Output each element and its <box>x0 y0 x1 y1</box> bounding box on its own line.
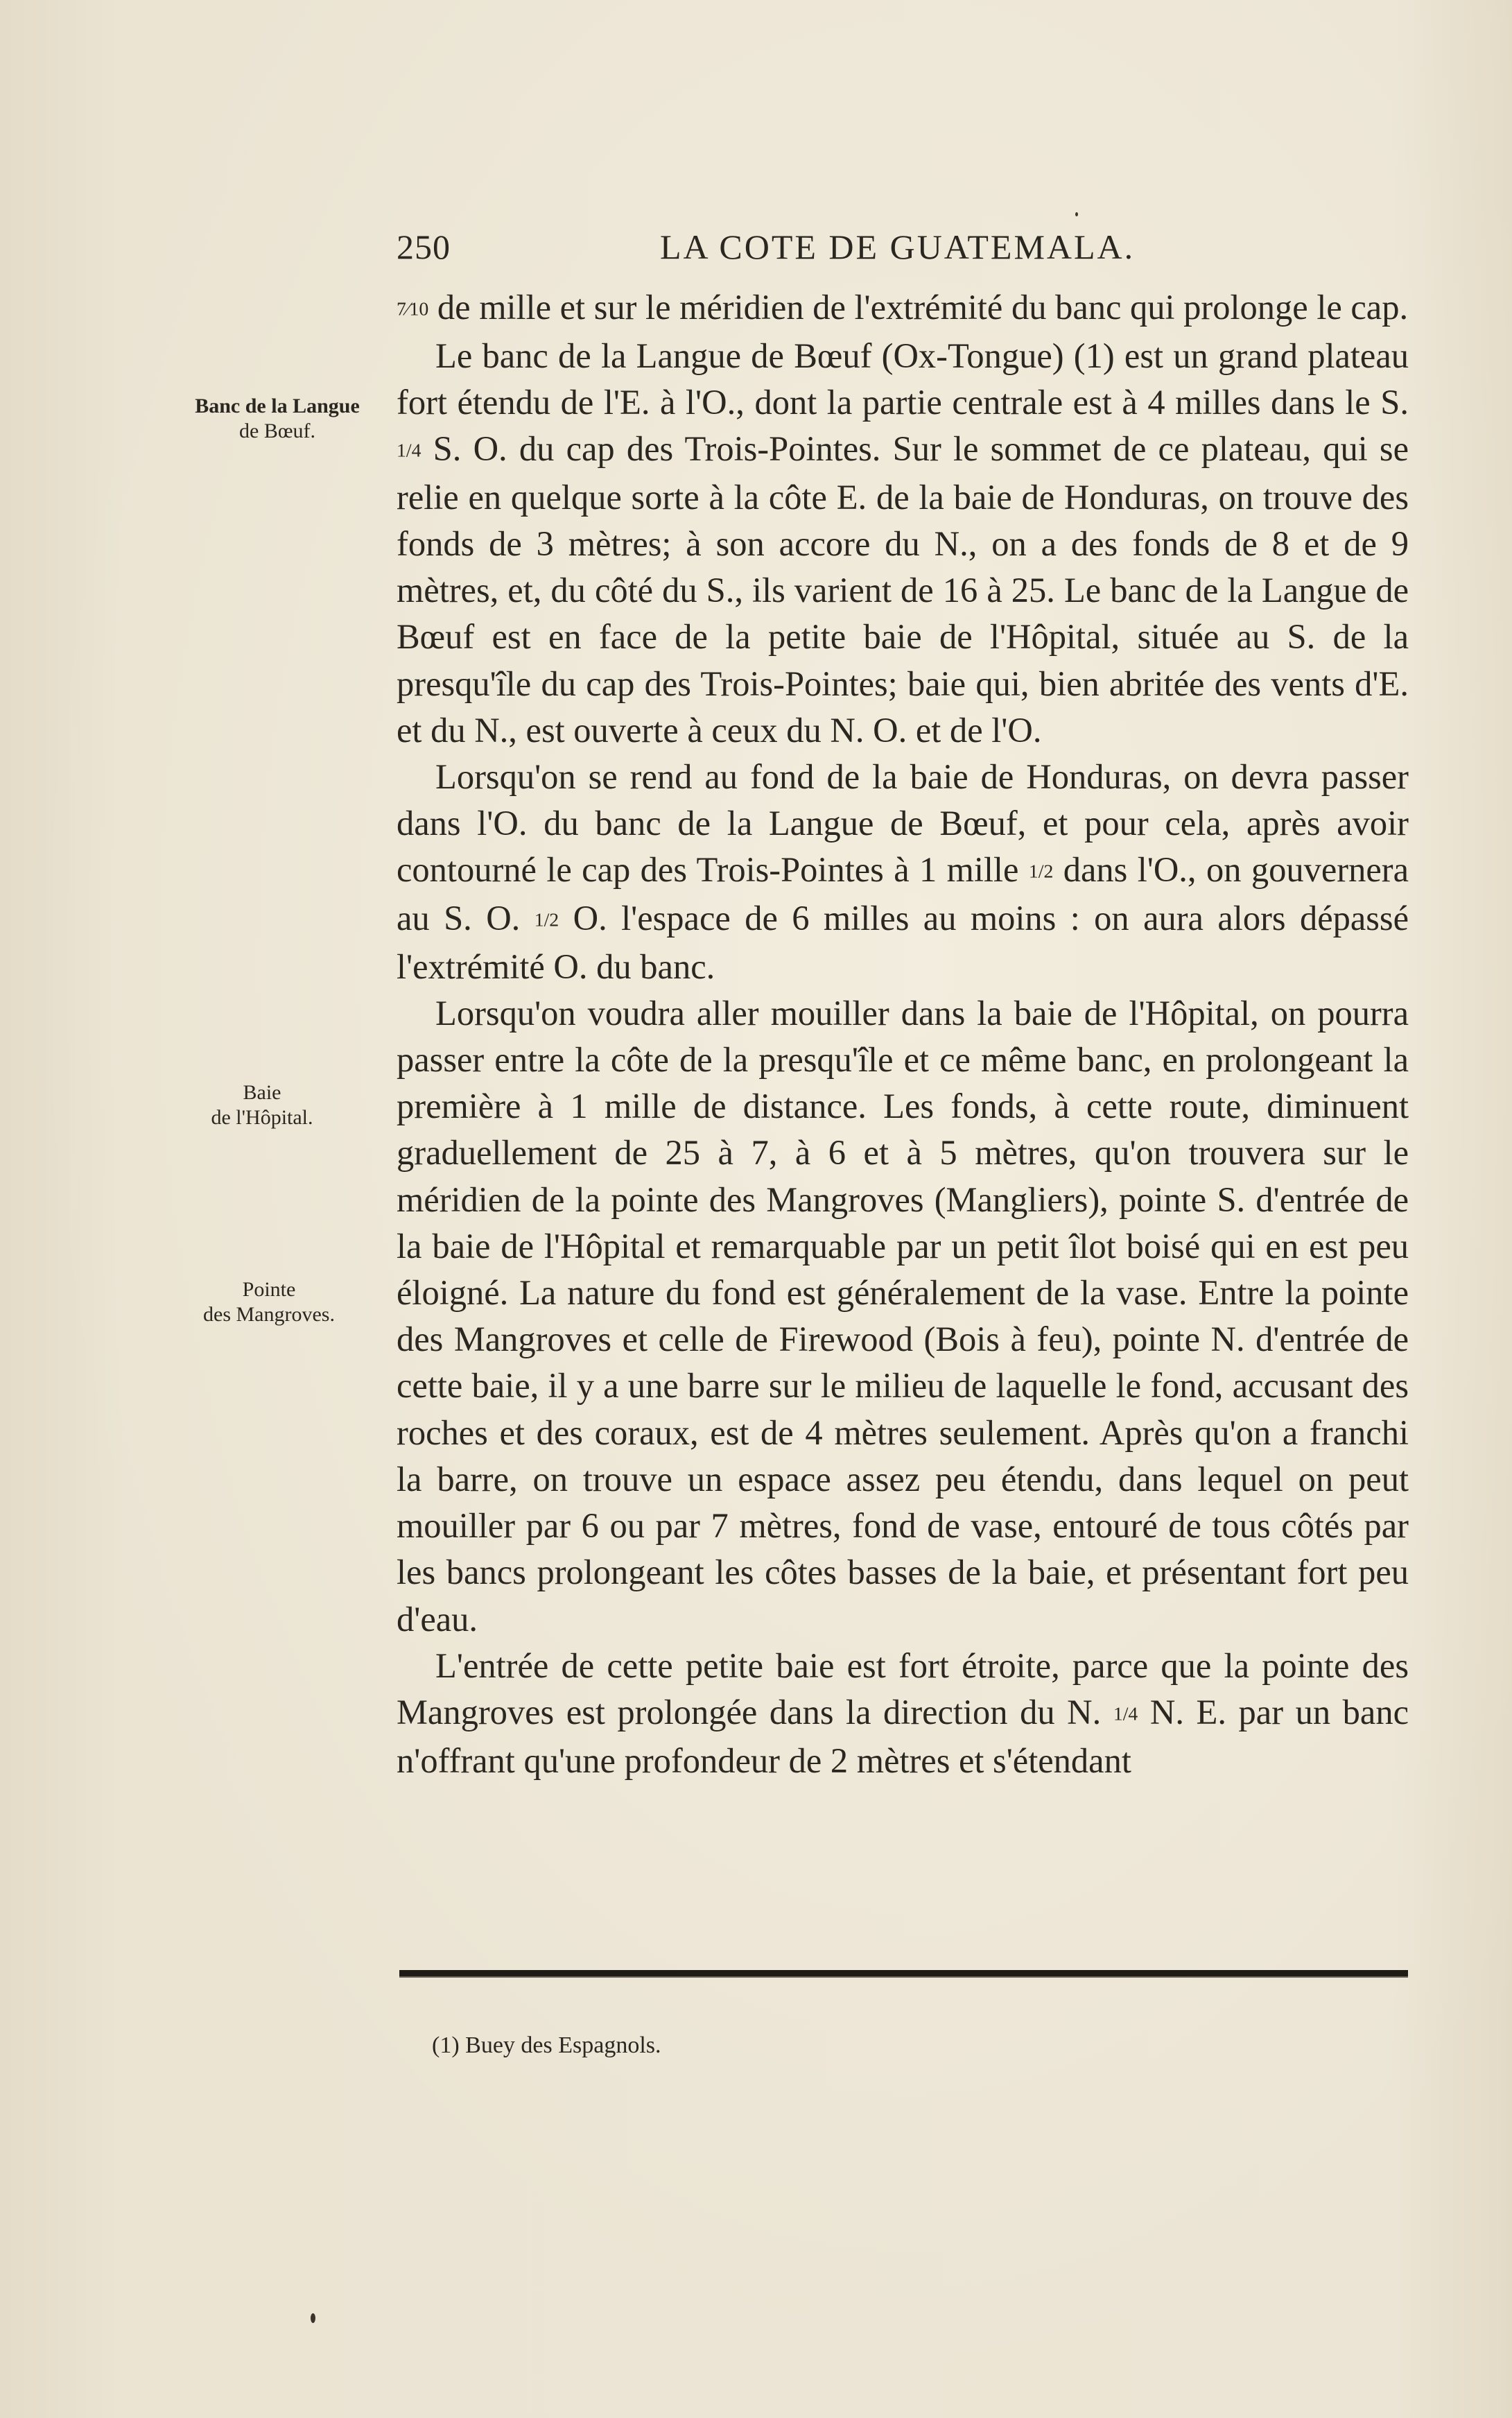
fraction: 1/4 <box>1113 1703 1138 1725</box>
margin-note-pointe <box>151 1277 387 1327</box>
footnote: (1) Buey des Espagnols. <box>432 2032 661 2058</box>
margin-note-line: Baie <box>243 1081 281 1104</box>
margin-note-line: de Bœuf. <box>239 420 315 442</box>
paragraph: Le banc de la Langue de Bœuf (Ox-Tongue) (1) est un grand plateau fort étendu de l'E. à l'O., dont la partie centrale est à 4 milles dans le S. 1/4 S. O. du cap des Trois-Pointes. Sur le sommet de ce plateau, qui se relie en quelque sorte à la côte E. de la baie de Honduras, on trouve des fonds de 3 mètres; à son accore du N., on a des fonds de 8 et de 9 mètres, et, du côté du S., ils varient de 16 à 25. Le banc de la Langue de Bœuf est en face de la petite baie de l'Hôpital, située au S. de la presqu'île du cap des Trois-Pointes; baie qui, bien abritée des vents d'E. et du N., est ouverte à ceux du N. O. et de l'O. <box>397 336 1409 750</box>
fraction: 7⁄10 <box>397 298 429 320</box>
margin-note-line: Banc de la Langue <box>195 395 360 417</box>
fraction: 1/2 <box>1028 861 1054 883</box>
margin-note-line: Pointe <box>242 1278 296 1301</box>
ink-speck <box>1075 212 1078 216</box>
paragraph: Lorsqu'on voudra aller mouiller dans la baie de l'Hôpital, on pourra passer entre la côte de la presqu'île et ce même banc, en prolongeant la première à 1 mille de distance. Les fonds, à cette route, diminuent graduellement de 25 à 7, à 6 et à 5 mètres, qu'on trouvera sur le méridien de la pointe des Mangroves (Mangliers), pointe S. d'entrée de la baie de l'Hôpital et remarquable par un petit îlot boisé qui en est peu éloigné. La nature du fond est généralement de la vase. Entre la pointe des Mangroves et celle de Firewood (Bois à feu), pointe N. d'entrée de cette baie, il y a une barre sur le milieu de laquelle le fond, accusant des roches et des coraux, est de 4 mètres seulement. Après qu'on a franchi la barre, on trouve un espace assez peu étendu, dans lequel on peut mouiller par 6 ou par 7 mètres, fond de vase, entouré de tous côtés par les bancs prolongeant les côtes basses de la baie, et présentant fort peu d'eau. <box>397 993 1409 1639</box>
paragraph: Lorsqu'on se rend au fond de la baie de Honduras, on devra passer dans l'O. du banc de la Langue de Bœuf, et pour cela, après avoir contourné le cap des Trois-Pointes à 1 mille 1/2 dans l'O., on gouvernera au S. O. 1/2 O. l'espace de 6 milles au moins : on aura alors dépassé l'extrémité O. du banc. <box>397 757 1409 986</box>
body-text <box>397 284 1409 1784</box>
paragraph: 7⁄10 de mille et sur le méridien de l'extrémité du banc qui prolonge le cap. <box>397 288 1409 327</box>
paragraph: L'entrée de cette petite baie est fort étroite, parce que la pointe des Mangroves est prolongée dans la direction du N. 1/4 N. E. par un banc n'offrant qu'une profondeur de 2 mètres et s'étendant <box>397 1646 1409 1780</box>
ink-speck <box>311 2313 315 2323</box>
margin-note-baie <box>144 1080 380 1130</box>
margin-note-line: des Mangroves. <box>203 1303 335 1326</box>
fraction: 1/4 <box>397 440 422 462</box>
page-title: LA COTE DE GUATEMALA. <box>660 227 1136 266</box>
margin-note-line: de l'Hôpital. <box>211 1106 313 1129</box>
margin-note-banc <box>159 394 395 444</box>
fraction: 1/2 <box>534 909 559 931</box>
footnote-rule <box>399 1970 1408 1978</box>
running-head <box>397 226 1409 268</box>
page-number: 250 <box>397 227 451 266</box>
